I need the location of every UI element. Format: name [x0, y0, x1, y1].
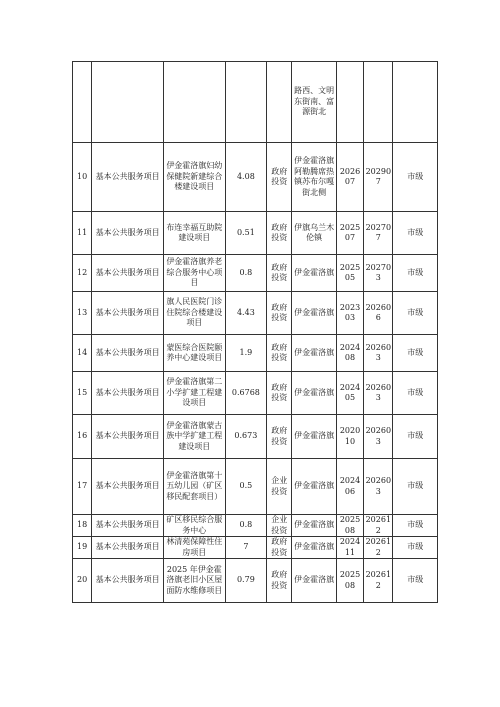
- cell-start: [336, 372, 363, 415]
- cell-location: [292, 335, 336, 372]
- start-text: 202405: [339, 382, 361, 402]
- location-text: 路西、文明东街南、富源街北: [294, 86, 335, 117]
- cell-type: [92, 292, 164, 335]
- cell-source: [267, 255, 292, 292]
- cell-name: [163, 559, 225, 603]
- cell-type: [92, 212, 164, 255]
- type-text: 基本公共服务项目: [95, 171, 160, 181]
- investment-text: 4.08: [236, 171, 255, 181]
- type-text: 基本公共服务项目: [95, 520, 160, 530]
- name-text: 布连幸福互助院建设项目: [166, 222, 223, 242]
- end-text: 202603: [365, 342, 392, 362]
- cell-investment: [225, 292, 266, 335]
- table-row: [73, 459, 438, 515]
- name-text: 伊金霍洛旗养老综合服务中心项目: [166, 257, 223, 288]
- cell-start: [336, 459, 363, 515]
- cell-no: [73, 255, 92, 292]
- table-row: [73, 212, 438, 255]
- cell-type: [92, 415, 164, 459]
- no-text: 20: [77, 575, 88, 585]
- cell-name: [163, 292, 225, 335]
- cell-type: [92, 459, 164, 515]
- type-text: 基本公共服务项目: [95, 431, 160, 441]
- cell-location: [292, 212, 336, 255]
- source-text: 政府投资: [271, 166, 288, 186]
- end-text: 202603: [365, 476, 392, 496]
- no-text: 11: [77, 227, 88, 237]
- no-text: 10: [77, 171, 88, 181]
- cell-location: [292, 459, 336, 515]
- cell-level: [393, 143, 438, 212]
- type-text: 基本公共服务项目: [95, 542, 160, 552]
- cell-level: [393, 459, 438, 515]
- cell-investment: [225, 143, 266, 212]
- cell-start: [336, 415, 363, 459]
- type-text: 基本公共服务项目: [95, 307, 160, 317]
- cell-investment: [225, 62, 266, 143]
- end-text: 202612: [365, 570, 392, 590]
- cell-type: [92, 255, 164, 292]
- no-text: 19: [77, 542, 88, 552]
- cell-investment: [225, 212, 266, 255]
- source-text: 企业投资: [271, 515, 288, 535]
- cell-source: [267, 62, 292, 143]
- cell-level: [393, 62, 438, 143]
- cell-type: [92, 559, 164, 603]
- cell-type: [92, 62, 164, 143]
- cell-location: [292, 292, 336, 335]
- cell-level: [393, 415, 438, 459]
- cell-location: [292, 537, 336, 559]
- table-row: [73, 292, 438, 335]
- type-text: 基本公共服务项目: [95, 481, 160, 491]
- cell-level: [393, 559, 438, 603]
- cell-no: [73, 515, 92, 537]
- start-text: 202607: [339, 166, 361, 186]
- name-text: 林清苑保障性住房项目: [166, 537, 223, 557]
- type-text: 基本公共服务项目: [95, 347, 160, 357]
- cell-end: [364, 515, 393, 537]
- cell-investment: [225, 335, 266, 372]
- name-text: 蒙医综合医院颐养中心建设项目: [166, 342, 223, 362]
- cell-type: [92, 537, 164, 559]
- end-text: 202612: [365, 515, 392, 535]
- level-text: 市级: [407, 481, 424, 491]
- cell-source: [267, 537, 292, 559]
- level-text: 市级: [407, 542, 424, 552]
- end-text: 202603: [365, 382, 392, 402]
- cell-source: [267, 212, 292, 255]
- level-text: 市级: [407, 267, 424, 277]
- cell-level: [393, 292, 438, 335]
- cell-end: [364, 212, 393, 255]
- cell-no: [73, 143, 92, 212]
- location-text: 伊金霍洛旗: [294, 520, 335, 530]
- source-text: 政府投资: [271, 426, 288, 446]
- location-text: 伊旗乌兰木伦镇: [294, 222, 335, 242]
- cell-location: [292, 255, 336, 292]
- table-row: [73, 372, 438, 415]
- level-text: 市级: [407, 307, 424, 317]
- cell-source: [267, 515, 292, 537]
- source-text: 政府投资: [271, 302, 288, 322]
- location-text: 伊金霍洛旗: [294, 481, 335, 491]
- table-row: [73, 515, 438, 537]
- investment-text: 0.8: [239, 520, 253, 530]
- cell-start: [336, 62, 363, 143]
- investment-text: 7: [243, 542, 249, 552]
- name-text: 伊金霍洛旗第十五幼儿园（矿区移民配套项目）: [166, 470, 223, 501]
- investment-text: 1.9: [239, 347, 253, 357]
- name-text: 旗人民医院门诊住院综合楼建设项目: [166, 297, 223, 328]
- cell-location: [292, 143, 336, 212]
- cell-level: [393, 515, 438, 537]
- end-text: 202606: [365, 302, 392, 322]
- location-text: 伊金霍洛旗: [294, 267, 335, 277]
- cell-start: [336, 335, 363, 372]
- end-text: 202612: [365, 537, 392, 557]
- investment-text: 0.6768: [231, 387, 260, 397]
- investment-text: 0.79: [236, 575, 255, 585]
- name-text: 伊金霍洛旗妇幼保健院新建综合楼建设项目: [166, 161, 223, 192]
- cell-investment: [225, 515, 266, 537]
- level-text: 市级: [407, 347, 424, 357]
- type-text: 基本公共服务项目: [95, 227, 160, 237]
- source-text: 政府投资: [271, 262, 288, 282]
- investment-text: 0.8: [239, 267, 253, 277]
- no-text: 18: [77, 520, 88, 530]
- cell-type: [92, 372, 164, 415]
- cell-investment: [225, 415, 266, 459]
- location-text: 伊金霍洛旗: [294, 307, 335, 317]
- cell-source: [267, 335, 292, 372]
- cell-end: [364, 459, 393, 515]
- cell-name: [163, 515, 225, 537]
- cell-end: [364, 537, 393, 559]
- cell-no: [73, 559, 92, 603]
- cell-name: [163, 372, 225, 415]
- no-text: 14: [77, 347, 88, 357]
- type-text: 基本公共服务项目: [95, 575, 160, 585]
- source-text: 政府投资: [271, 382, 288, 402]
- cell-location: [292, 559, 336, 603]
- cell-end: [364, 335, 393, 372]
- cell-name: [163, 212, 225, 255]
- cell-name: [163, 415, 225, 459]
- cell-no: [73, 415, 92, 459]
- investment-text: 0.51: [236, 227, 255, 237]
- level-text: 市级: [407, 387, 424, 397]
- cell-name: [163, 62, 225, 143]
- cell-investment: [225, 255, 266, 292]
- no-text: 13: [77, 307, 88, 317]
- name-text: 矿区移民综合服务中心: [166, 515, 223, 535]
- cell-start: [336, 292, 363, 335]
- table-row: [73, 62, 438, 143]
- cell-name: [163, 459, 225, 515]
- start-text: 202010: [339, 426, 361, 446]
- cell-name: [163, 335, 225, 372]
- end-text: 202907: [365, 166, 392, 186]
- cell-type: [92, 515, 164, 537]
- cell-location: [292, 372, 336, 415]
- cell-level: [393, 372, 438, 415]
- cell-end: [364, 292, 393, 335]
- investment-text: 0.5: [239, 481, 253, 491]
- cell-investment: [225, 537, 266, 559]
- table-row: [73, 537, 438, 559]
- cell-end: [364, 255, 393, 292]
- cell-source: [267, 559, 292, 603]
- start-text: 202411: [339, 537, 361, 557]
- no-text: 12: [77, 267, 88, 277]
- level-text: 市级: [407, 171, 424, 181]
- cell-no: [73, 537, 92, 559]
- cell-level: [393, 335, 438, 372]
- source-text: 政府投资: [271, 222, 288, 242]
- table-row: [73, 143, 438, 212]
- source-text: 政府投资: [271, 342, 288, 362]
- name-text: 伊金霍洛旗蒙古族中学扩建工程建设项目: [166, 420, 223, 451]
- project-table: [72, 61, 438, 603]
- cell-name: [163, 537, 225, 559]
- cell-name: [163, 143, 225, 212]
- type-text: 基本公共服务项目: [95, 267, 160, 277]
- no-text: 16: [77, 431, 88, 441]
- start-text: 202505: [339, 262, 361, 282]
- name-text: 2025 年伊金霍洛旗老旧小区屋面防水维修项目: [166, 564, 223, 595]
- cell-source: [267, 459, 292, 515]
- cell-name: [163, 255, 225, 292]
- location-text: 伊金霍洛旗: [294, 431, 335, 441]
- location-text: 伊金霍洛旗: [294, 387, 335, 397]
- investment-text: 4.43: [236, 307, 255, 317]
- source-text: 企业投资: [271, 476, 288, 496]
- cell-type: [92, 143, 164, 212]
- cell-end: [364, 559, 393, 603]
- cell-no: [73, 335, 92, 372]
- cell-level: [393, 537, 438, 559]
- start-text: 202406: [339, 476, 361, 496]
- cell-no: [73, 62, 92, 143]
- cell-no: [73, 292, 92, 335]
- location-text: 伊金霍洛旗: [294, 575, 335, 585]
- cell-location: [292, 62, 336, 143]
- cell-investment: [225, 372, 266, 415]
- table-row: [73, 415, 438, 459]
- name-text: 伊金霍洛旗第二小学扩建工程建设项目: [166, 377, 223, 408]
- location-text: 伊金霍洛旗: [294, 347, 335, 357]
- cell-investment: [225, 559, 266, 603]
- cell-no: [73, 212, 92, 255]
- cell-start: [336, 212, 363, 255]
- start-text: 202508: [339, 515, 361, 535]
- start-text: 202508: [339, 570, 361, 590]
- cell-end: [364, 143, 393, 212]
- no-text: 17: [77, 481, 88, 491]
- cell-source: [267, 372, 292, 415]
- source-text: 政府投资: [271, 537, 288, 557]
- start-text: 202303: [339, 302, 361, 322]
- cell-investment: [225, 459, 266, 515]
- cell-type: [92, 335, 164, 372]
- level-text: 市级: [407, 227, 424, 237]
- table-row: [73, 255, 438, 292]
- cell-no: [73, 372, 92, 415]
- cell-level: [393, 255, 438, 292]
- cell-source: [267, 415, 292, 459]
- level-text: 市级: [407, 431, 424, 441]
- end-text: 202703: [365, 262, 392, 282]
- location-text: 伊金霍洛旗: [294, 542, 335, 552]
- cell-no: [73, 459, 92, 515]
- table-row: [73, 559, 438, 603]
- cell-start: [336, 143, 363, 212]
- cell-start: [336, 515, 363, 537]
- cell-source: [267, 292, 292, 335]
- table-row: [73, 335, 438, 372]
- no-text: 15: [77, 387, 88, 397]
- cell-end: [364, 372, 393, 415]
- investment-text: 0.673: [234, 431, 258, 441]
- cell-start: [336, 537, 363, 559]
- cell-source: [267, 143, 292, 212]
- cell-end: [364, 62, 393, 143]
- start-text: 202507: [339, 222, 361, 242]
- end-text: 202707: [365, 222, 392, 242]
- type-text: 基本公共服务项目: [95, 387, 160, 397]
- cell-start: [336, 559, 363, 603]
- level-text: 市级: [407, 520, 424, 530]
- cell-level: [393, 212, 438, 255]
- level-text: 市级: [407, 575, 424, 585]
- start-text: 202408: [339, 342, 361, 362]
- cell-location: [292, 415, 336, 459]
- source-text: 政府投资: [271, 570, 288, 590]
- end-text: 202603: [365, 426, 392, 446]
- cell-start: [336, 255, 363, 292]
- cell-end: [364, 415, 393, 459]
- location-text: 伊金霍洛旗阿勒腾席热镇苏布尔嘎街北侧: [294, 156, 335, 197]
- cell-location: [292, 515, 336, 537]
